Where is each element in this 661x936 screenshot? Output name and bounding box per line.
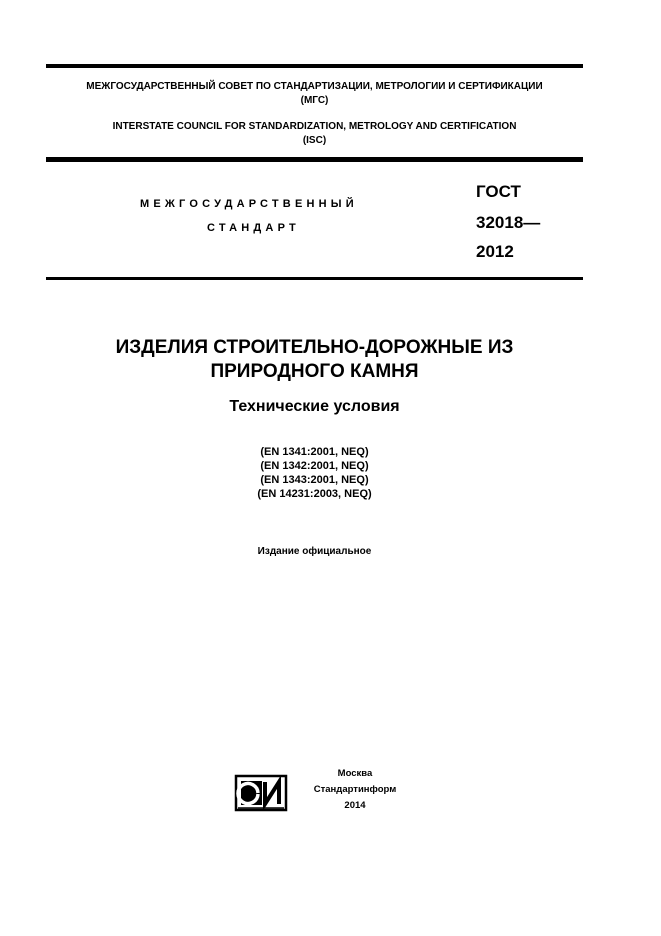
edition-note: Издание официальное [257,546,372,557]
reference-item: (EN 1342:2001, NEQ) [260,460,369,472]
reference-item: (EN 1343:2001, NEQ) [260,474,369,486]
gost-label: ГОСТ [476,182,521,201]
gost-year: 2012 [476,242,514,261]
council-abbr-en: (ISC) [302,135,327,146]
standard-rule [46,277,583,280]
reference-list [46,445,583,501]
publisher-block [300,766,410,814]
header-rule [46,157,583,162]
publisher-city: Москва [337,768,373,779]
standartinform-logo-icon [232,772,290,814]
standard-label-line1: МЕЖГОСУДАРСТВЕННЫЙ [140,198,358,210]
document-title-line1: ИЗДЕЛИЯ СТРОИТЕЛЬНО-ДОРОЖНЫЕ ИЗ [115,337,514,358]
top-rule [46,64,583,68]
reference-item: (EN 1341:2001, NEQ) [260,446,369,458]
publisher-year: 2014 [344,800,366,811]
standard-label-line2: СТАНДАРТ [207,222,300,234]
council-name-ru: МЕЖГОСУДАРСТВЕННЫЙ СОВЕТ ПО СТАНДАРТИЗАЦИИ, МЕТРОЛОГИИ И СЕРТИФИКАЦИИ [86,81,543,92]
gost-number: 32018— [476,213,541,232]
reference-item: (EN 14231:2003, NEQ) [257,488,372,500]
council-abbr-ru: (МГС) [300,95,329,106]
document-subtitle: Технические условия [229,398,400,415]
document-title-line2: ПРИРОДНОГО КАМНЯ [210,361,419,382]
council-name-en: INTERSTATE COUNCIL FOR STANDARDIZATION, METROLOGY AND CERTIFICATION [112,121,517,132]
publisher-name: Стандартинформ [313,784,397,795]
